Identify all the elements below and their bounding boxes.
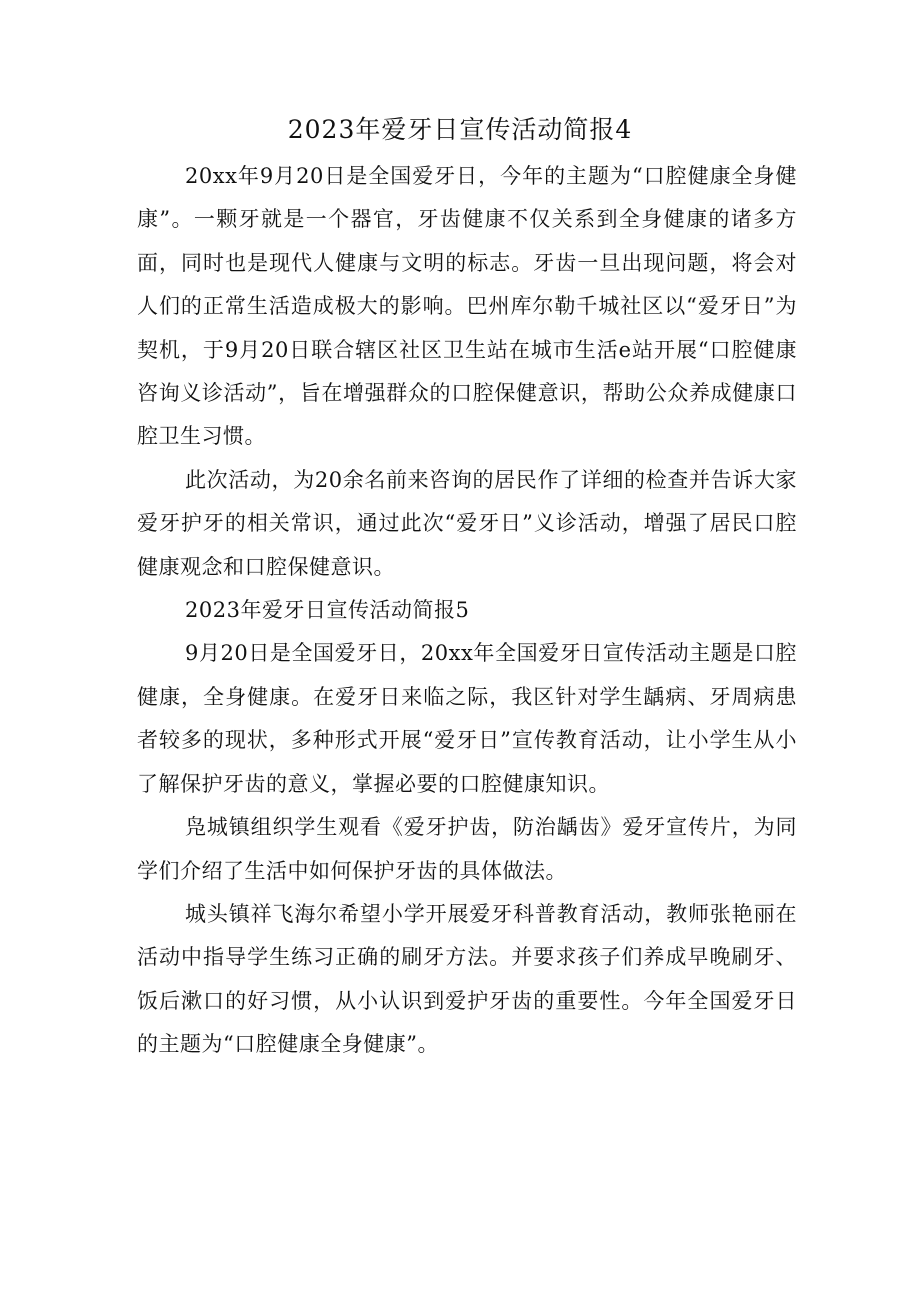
- paragraph-intro: 20xx年9月20日是全国爱牙日，今年的主题为“口腔健康全身健康”。一颗牙就是一个器官，牙齿健康不仅关系到全身健康的诸多方面，同时也是现代人健康与文明的标志。牙齿一旦出现问题，将会对人们的正常生活造成极大的影响。巴州库尔勒千城社区以“爱牙日”为契机，于9月20日联合辖区社区卫生站在城市生活e站开展“口腔健康咨询义诊活动”，旨在增强群众的口腔保健意识，帮助公众养成健康口腔卫生习惯。: [137, 164, 797, 449]
- paragraph-section2-fucheng: 凫城镇组织学生观看《爱牙护齿，防治龋齿》爱牙宣传片，为同学们介绍了生活中如何保护牙齿的具体做法。: [137, 815, 797, 883]
- paragraph-section2-intro: 9月20日是全国爱牙日，20xx年全国爱牙日宣传活动主题是口腔健康，全身健康。在爱牙日来临之际，我区针对学生龋病、牙周病患者较多的现状，多种形式开展“爱牙日”宣传教育活动，让小学生从小了解保护牙齿的意义，掌握必要的口腔健康知识。: [137, 641, 797, 796]
- document-body: [137, 155, 797, 1067]
- document-title: 2023年爱牙日宣传活动简报4: [287, 115, 633, 144]
- paragraph-section2-chengtou: 城头镇祥飞海尔希望小学开展爱牙科普教育活动，教师张艳丽在活动中指导学生练习正确的刷牙方法。并要求孩子们养成早晚刷牙、饭后漱口的好习惯，从小认识到爱护牙齿的重要性。今年全国爱牙日的主题为“口腔健康全身健康”。: [137, 901, 797, 1057]
- paragraph-activity: 此次活动，为20余名前来咨询的居民作了详细的检查并告诉大家爱牙护牙的相关常识，通过此次“爱牙日”义诊活动，增强了居民口腔健康观念和口腔保健意识。: [137, 467, 797, 579]
- section-heading: 2023年爱牙日宣传活动简报5: [185, 598, 470, 623]
